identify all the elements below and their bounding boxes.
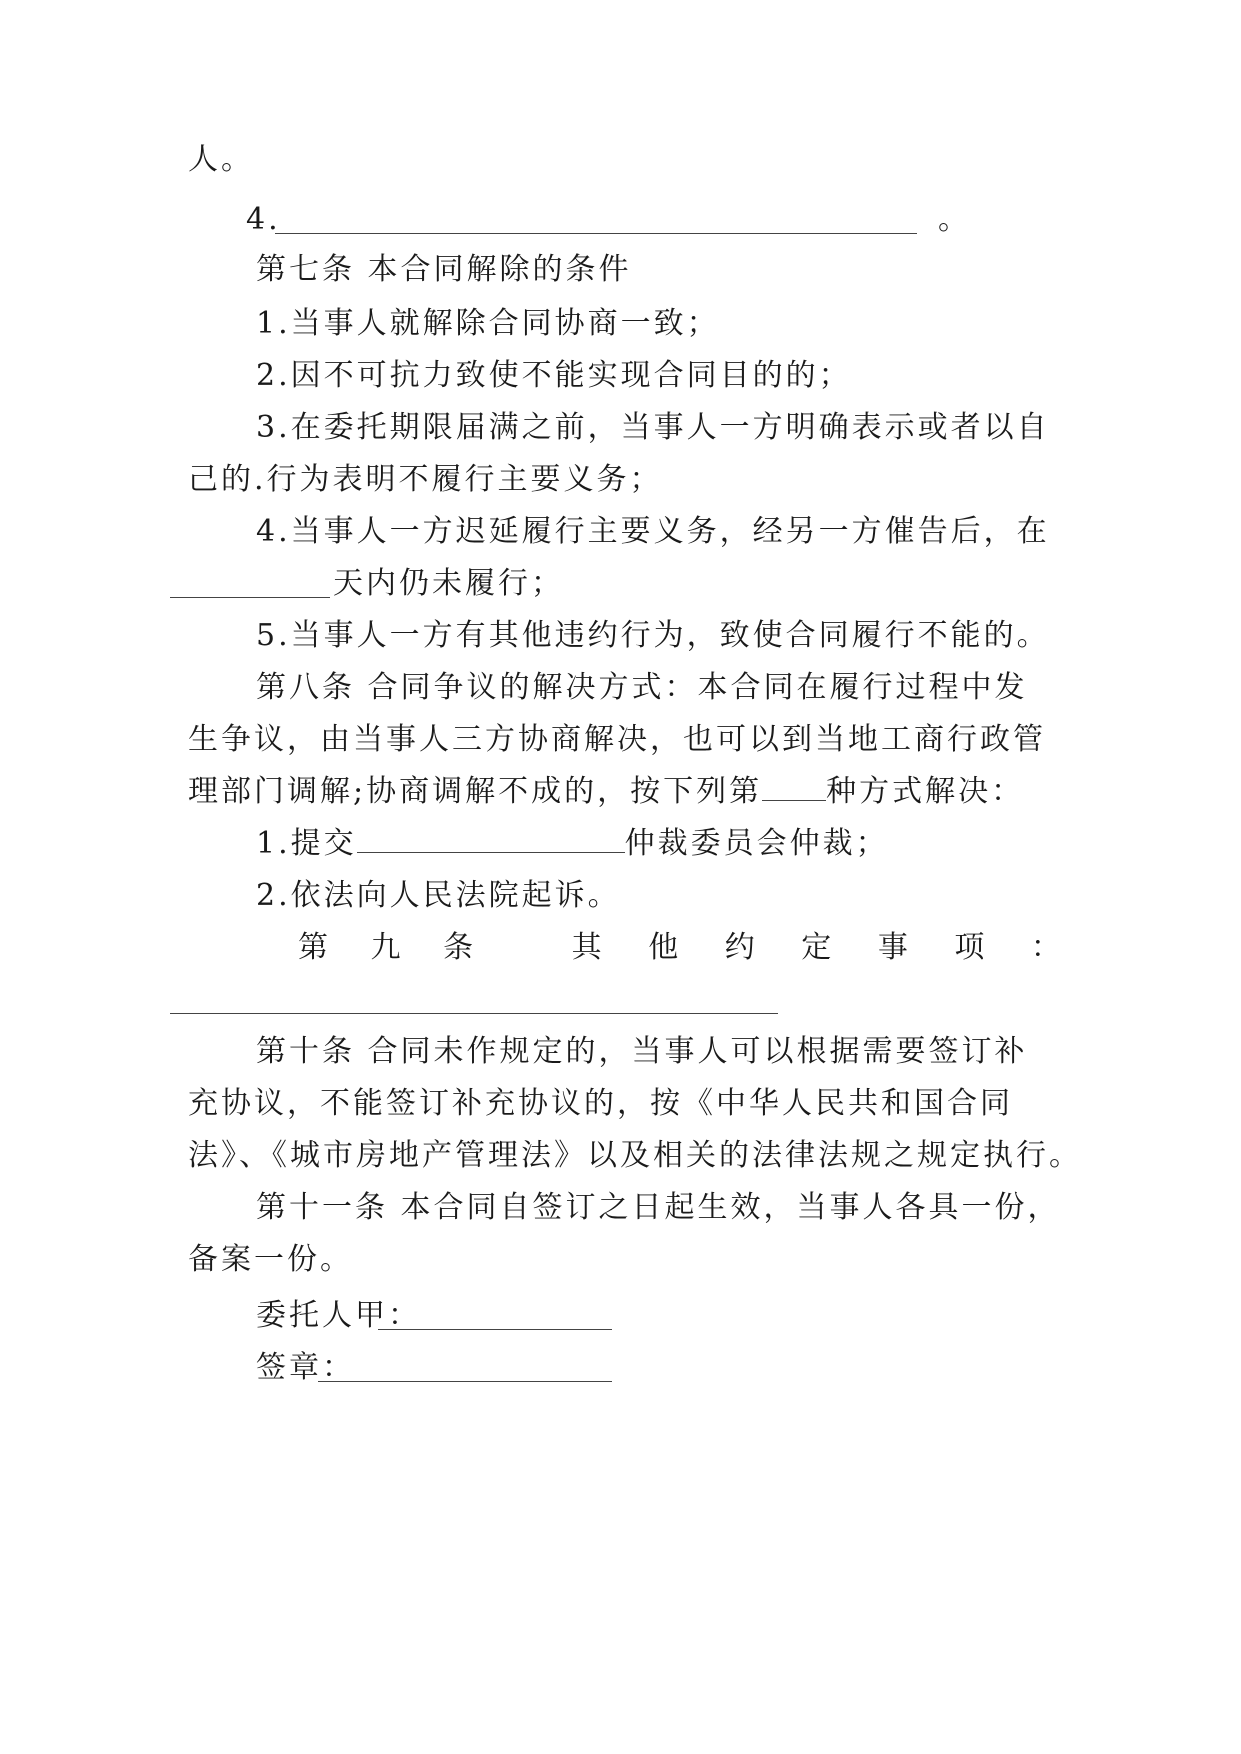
seal-label: 签章： <box>256 1350 355 1385</box>
clause10-line1: 第十条 合同未作规定的，当事人可以根据需要签订补 <box>256 1034 1028 1069</box>
clause8-line2: 生争议，由当事人三方协商解决，也可以到当地工商行政管 <box>188 722 1046 757</box>
clause7-item4-line2: 天内仍未履行； <box>333 566 564 601</box>
principal-signature-blank[interactable] <box>378 1328 612 1330</box>
clause6-item4-blank[interactable] <box>275 232 917 234</box>
clause9-char: 其 <box>571 930 605 965</box>
clause9-char: 条 <box>443 930 477 965</box>
clause8-item1 <box>256 824 889 864</box>
clause8-arbitration-blank[interactable] <box>357 824 625 853</box>
clause6-item4-number: 4. <box>246 202 281 237</box>
clause8-line3-after: 种方式解决： <box>826 774 1025 809</box>
clause8-line3-before: 理部门调解;协商调解不成的，按下列第 <box>188 774 763 809</box>
clause8-item1-before: 1.提交 <box>256 826 357 861</box>
clause8-option-blank[interactable] <box>762 772 826 801</box>
clause10-line2: 充协议，不能签订补充协议的，按《中华人民共和国合同 <box>188 1086 1013 1121</box>
clause9-char: 九 <box>370 930 404 965</box>
clause7-item1: 1.当事人就解除合同协商一致； <box>256 306 720 341</box>
clause6-item4-end: 。 <box>938 202 971 237</box>
clause10-line3: 法》、《城市房地产管理法》以及相关的法律法规之规定执行。 <box>188 1138 1082 1173</box>
clause7-title: 第七条 本合同解除的条件 <box>256 252 632 287</box>
clause6-tail: 人。 <box>188 142 254 177</box>
clause6-item4 <box>246 200 281 240</box>
clause7-item5: 5.当事人一方有其他违约行为，致使合同履行不能的。 <box>256 618 1050 653</box>
clause9-blank[interactable] <box>170 1012 778 1014</box>
clause9-char: 第 <box>298 930 331 965</box>
clause8-item1-after: 仲裁委员会仲裁； <box>624 826 889 861</box>
principal-label: 委托人甲： <box>256 1298 421 1333</box>
clause11-line1: 第十一条 本合同自签订之日起生效，当事人各具一份， <box>256 1190 1061 1225</box>
clause7-item4-line1: 4.当事人一方迟延履行主要义务，经另一方催告后，在 <box>256 514 1050 549</box>
clause8-item2: 2.依法向人民法院起诉。 <box>256 878 621 913</box>
clause7-days-blank[interactable] <box>170 596 330 598</box>
clause7-item3-line1: 3.在委托期限届满之前，当事人一方明确表示或者以自 <box>256 410 1050 445</box>
clause8-line3 <box>188 772 1024 812</box>
clause8-line1: 第八条 合同争议的解决方式：本合同在履行过程中发 <box>256 670 1028 705</box>
clause9-char: 他 <box>648 930 682 965</box>
seal-signature-blank[interactable] <box>318 1380 612 1382</box>
clause9-char: 约 <box>724 930 758 965</box>
clause9-char: 定 <box>801 930 835 965</box>
clause11-line2: 备案一份。 <box>188 1242 353 1277</box>
clause9-title <box>298 928 1064 968</box>
clause7-item2: 2.因不可抗力致使不能实现合同目的的； <box>256 358 852 393</box>
clause9-char: ： <box>1030 930 1064 965</box>
clause9-char: 事 <box>877 930 911 965</box>
clause9-char: 项 <box>954 930 988 965</box>
clause7-item3-line2: 己的.行为表明不履行主要义务； <box>188 462 663 497</box>
